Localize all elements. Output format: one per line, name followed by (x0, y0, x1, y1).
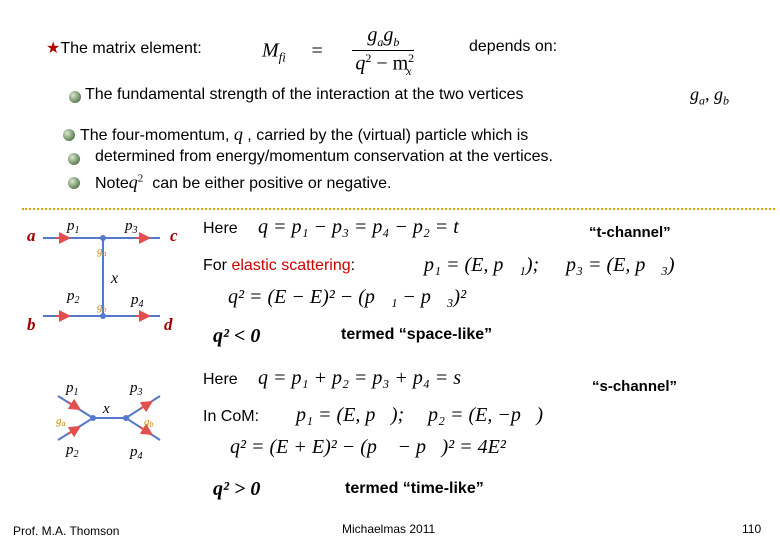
t-here-equation: q = p₁ − p₃ = p₄ − p₂ = t (258, 216, 459, 238)
s-condition: q² > 0 (213, 478, 261, 500)
label-p3: $p_3$ (125, 218, 138, 236)
s-q2-equation: q² = (E + E)² − (p⃗ − p⃗)² = 4E² (230, 436, 506, 458)
s-p2-definition: p₂ = (E, −p⃗) (428, 404, 544, 426)
header-row (46, 38, 202, 58)
s-channel-tag: “s-channel” (592, 378, 678, 395)
t-p3-definition: p₃ = (E, p⃗₃) (566, 254, 675, 276)
t-termed: termed “space-like” (341, 326, 493, 343)
header-intro: The matrix element: (60, 40, 202, 57)
label-g1: ga (97, 245, 107, 258)
formula-denominator: $q^2 - m^2_x$ (355, 51, 415, 78)
t-channel-diagram (25, 212, 195, 337)
label-g2: gb (97, 301, 107, 314)
s-here-equation: q = p₁ + p₂ = p₃ + p₄ = s (258, 367, 462, 389)
label-b: b (27, 315, 36, 334)
label-d: d (164, 315, 173, 334)
label-p1: $p_1$ (67, 218, 80, 236)
coupling-symbols: $g_a$, $g_b$ (690, 84, 729, 108)
t-condition: q² < 0 (213, 325, 261, 347)
formula-lhs: M (262, 39, 279, 62)
t-q2-equation: q² = (E − E)² − (p⃗₁ − p⃗₃)² (228, 286, 467, 308)
bullet-icon (69, 91, 81, 103)
s-channel-diagram (48, 378, 178, 468)
bullet-icon (63, 129, 75, 141)
formula-fraction (352, 24, 414, 79)
label-p2: $p_2$ (66, 442, 79, 460)
t-channel-tag: “t-channel” (589, 224, 671, 241)
label-x: x (103, 401, 110, 417)
label-g2: gb (144, 416, 154, 429)
footer-term: Michaelmas 2011 (342, 522, 436, 536)
bullet-icon (68, 153, 80, 165)
label-g1: ga (56, 415, 66, 428)
label-p4: $p_4$ (131, 292, 144, 310)
label-x: x (111, 270, 119, 287)
t-p1-definition: p₁ = (E, p⃗₁); (424, 254, 540, 276)
s-here-label: Here (203, 371, 238, 388)
label-c: c (170, 226, 178, 245)
bullet-conservation-text: determined from energy/momentum conservation at the vertices. (95, 148, 553, 165)
matrix-element-formula (262, 24, 414, 79)
elastic-highlight: elastic scattering (231, 257, 351, 274)
formula-lhs-sub: fi (278, 49, 286, 65)
depends-on-text: depends on: (469, 38, 558, 55)
bullet-coupling-text: The fundamental strength of the interaction at the two vertices (85, 86, 524, 103)
s-com-label: In CoM: (203, 408, 260, 425)
bullet-sign-text: Noteq$^2$ can be either positive or negative. (95, 172, 392, 192)
s-termed: termed “time-like” (345, 480, 484, 497)
section-divider (22, 208, 775, 210)
bullet-four-momentum-text: The four-momentum, q , carried by the (virtual) particle which is (80, 124, 529, 144)
t-elastic-line: For elastic scattering: (203, 257, 356, 274)
footer-author: Prof. M.A. Thomson (13, 524, 120, 538)
formula-equals: = (311, 39, 323, 62)
t-here-label: Here (203, 220, 238, 237)
s-p1-definition: p₁ = (E, p⃗); (296, 404, 405, 426)
label-p1: $p_1$ (66, 380, 79, 398)
formula-numerator: $g_ag_b$ (352, 24, 414, 51)
label-a: a (27, 226, 36, 245)
label-p3: $p_3$ (130, 380, 143, 398)
bullet-icon (68, 177, 80, 189)
footer-page-number: 110 (742, 522, 762, 536)
label-p4: $p_4$ (130, 444, 143, 462)
label-p2: $p_2$ (67, 288, 80, 306)
star-bullet-icon: ★ (46, 40, 61, 57)
